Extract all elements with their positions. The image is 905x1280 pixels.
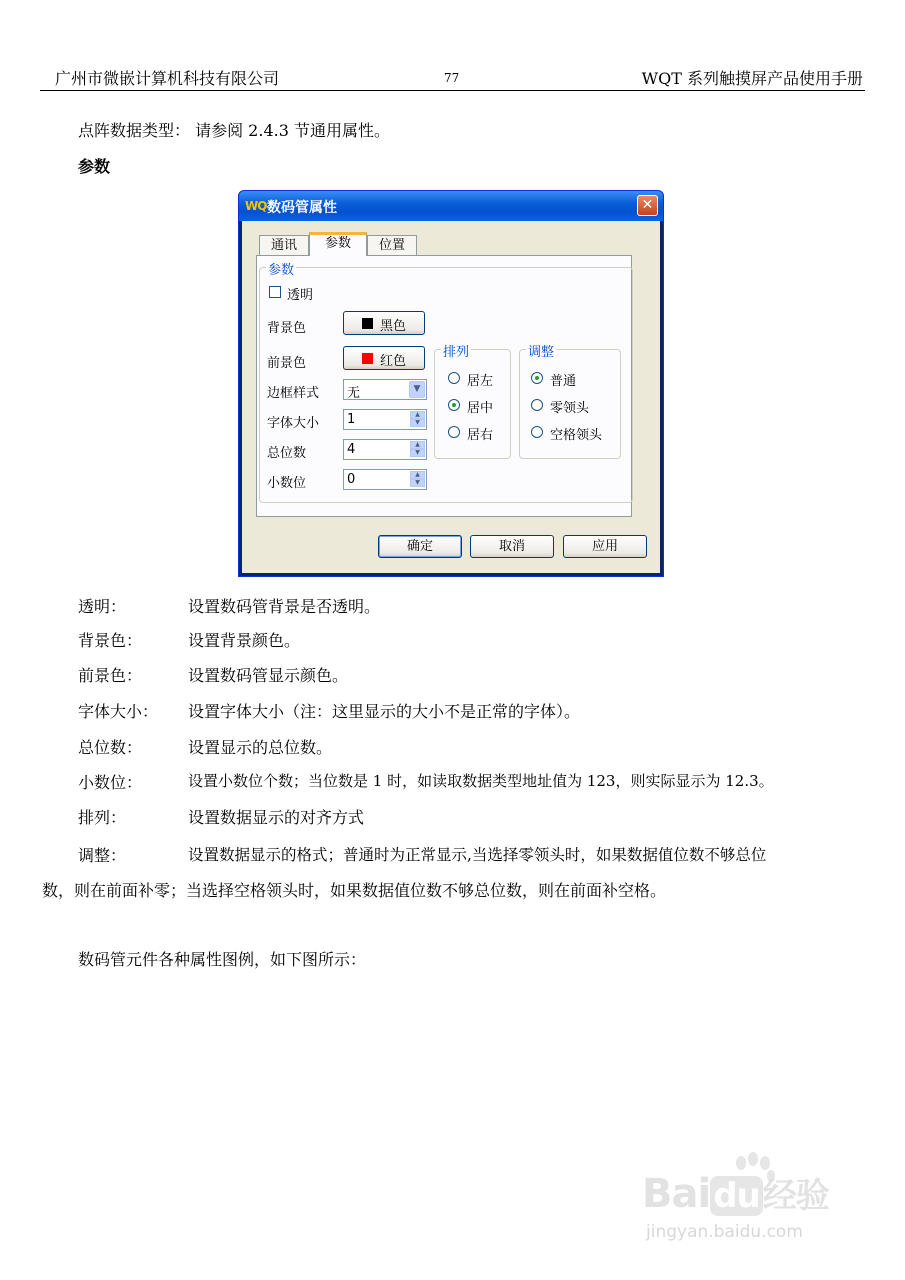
align-center-radio[interactable] xyxy=(448,399,460,411)
dialog-body xyxy=(242,221,660,573)
apply-button[interactable]: 应用 xyxy=(563,535,647,558)
dialog-titlebar[interactable] xyxy=(239,191,663,221)
decimal-places-spinbox[interactable] xyxy=(343,469,427,490)
total-digits-spinbox[interactable] xyxy=(343,439,427,460)
bg-color-value: 黑色 xyxy=(380,319,407,334)
digital-tube-properties-dialog xyxy=(238,190,664,577)
total-digits-value: 4 xyxy=(347,442,356,457)
section-title: 参数 xyxy=(78,157,111,176)
align-left-label: 居左 xyxy=(467,374,494,389)
spin-up-icon[interactable]: ▲ xyxy=(410,441,425,449)
adjust-zero-lead-radio[interactable] xyxy=(531,399,543,411)
desc-text-adjust-continued: 数，则在前面补零；当选择空格领头时，如果数据值位数不够总位数，则在前面补空格。 xyxy=(42,881,667,900)
desc-text-adjust: 设置数据显示的格式；普通时为正常显示,当选择零领头时，如果数据值位数不够总位 xyxy=(188,846,767,864)
spin-up-icon[interactable]: ▲ xyxy=(410,471,425,479)
cancel-button[interactable]: 取消 xyxy=(470,535,554,558)
header-company: 广州市微嵌计算机科技有限公司 xyxy=(55,69,280,88)
bg-color-swatch xyxy=(362,318,373,329)
transparent-label: 透明 xyxy=(287,288,314,303)
tab-params[interactable]: 参数 xyxy=(309,232,367,256)
align-group-title: 排列 xyxy=(441,341,471,360)
desc-term-align: 排列： xyxy=(78,808,127,827)
adjust-group-title: 调整 xyxy=(526,341,556,360)
align-right-label: 居右 xyxy=(467,428,494,443)
fg-color-label: 前景色 xyxy=(267,356,307,371)
desc-term-font-size: 字体大小： xyxy=(78,702,159,721)
border-style-select[interactable] xyxy=(343,379,427,400)
adjust-normal-label: 普通 xyxy=(550,374,577,389)
total-digits-label: 总位数 xyxy=(267,446,307,461)
desc-text-decimal-places: 设置小数位个数；当位数是 1 时，如读取数据类型地址值为 123，则实际显示为 12.3。 xyxy=(188,772,774,790)
dot-matrix-line: 点阵数据类型： 请参阅 2.4.3 节通用属性。 xyxy=(78,121,390,140)
adjust-space-lead-radio[interactable] xyxy=(531,426,543,438)
decimal-places-value: 0 xyxy=(347,472,356,487)
desc-text-fg-color: 设置数码管显示颜色。 xyxy=(188,666,349,685)
desc-text-total-digits: 设置显示的总位数。 xyxy=(188,738,333,757)
desc-text-font-size: 设置字体大小（注：这里显示的大小不是正常的字体）。 xyxy=(188,702,581,721)
fg-color-value: 红色 xyxy=(380,354,407,369)
desc-text-transparent: 设置数码管背景是否透明。 xyxy=(188,597,381,616)
font-size-spinner[interactable] xyxy=(410,411,425,428)
desc-term-decimal-places: 小数位： xyxy=(78,773,143,792)
header-manual-title: WQT 系列触摸屏产品使用手册 xyxy=(641,69,863,88)
fg-color-button[interactable] xyxy=(343,346,425,370)
bg-color-button[interactable] xyxy=(343,311,425,335)
font-size-spinbox[interactable] xyxy=(343,409,427,430)
desc-term-transparent: 透明： xyxy=(78,597,127,616)
page-number: 77 xyxy=(444,71,460,85)
spin-up-icon[interactable]: ▲ xyxy=(410,411,425,419)
font-size-label: 字体大小 xyxy=(267,416,320,431)
adjust-space-lead-label: 空格领头 xyxy=(550,428,603,443)
ok-button[interactable]: 确定 xyxy=(378,535,462,558)
dialog-title: 数码管属性 xyxy=(267,200,337,216)
adjust-normal-radio[interactable] xyxy=(531,372,543,384)
spin-down-icon[interactable]: ▼ xyxy=(410,449,425,457)
app-icon: WQ xyxy=(245,199,267,213)
params-group-title: 参数 xyxy=(266,259,296,278)
desc-term-total-digits: 总位数： xyxy=(78,738,143,757)
params-tab-panel xyxy=(256,255,632,517)
desc-term-bg-color: 背景色： xyxy=(78,631,143,650)
close-icon[interactable]: ✕ xyxy=(637,195,658,216)
transparent-checkbox[interactable] xyxy=(269,286,281,298)
desc-text-align: 设置数据显示的对齐方式 xyxy=(188,808,365,827)
tab-comm[interactable]: 通讯 xyxy=(259,235,309,255)
baidu-jingyan-watermark xyxy=(640,1150,870,1250)
align-center-label: 居中 xyxy=(467,401,494,416)
desc-term-fg-color: 前景色： xyxy=(78,666,143,685)
fg-color-swatch xyxy=(362,353,373,364)
watermark-brand: Bai xyxy=(642,1171,711,1217)
adjust-zero-lead-label: 零领头 xyxy=(550,401,590,416)
desc-text-bg-color: 设置背景颜色。 xyxy=(188,631,301,650)
watermark-url: jingyan.baidu.com xyxy=(646,1222,803,1242)
align-left-radio[interactable] xyxy=(448,372,460,384)
watermark-brand-paw: du xyxy=(710,1176,763,1216)
watermark-cn: 经验 xyxy=(762,1176,829,1216)
font-size-value: 1 xyxy=(347,412,356,427)
border-style-value: 无 xyxy=(347,386,361,401)
decimal-places-label: 小数位 xyxy=(267,476,307,491)
spin-down-icon[interactable]: ▼ xyxy=(410,479,425,487)
header-rule xyxy=(40,90,865,91)
decimal-places-spinner[interactable] xyxy=(410,471,425,488)
desc-term-adjust: 调整： xyxy=(78,846,127,865)
chevron-down-icon[interactable]: ▼ xyxy=(409,381,425,398)
align-right-radio[interactable] xyxy=(448,426,460,438)
examples-line: 数码管元件各种属性图例，如下图所示： xyxy=(78,950,367,969)
tab-position[interactable]: 位置 xyxy=(367,235,417,255)
border-style-label: 边框样式 xyxy=(267,386,320,401)
spin-down-icon[interactable]: ▼ xyxy=(410,419,425,427)
bg-color-label: 背景色 xyxy=(267,321,307,336)
total-digits-spinner[interactable] xyxy=(410,441,425,458)
